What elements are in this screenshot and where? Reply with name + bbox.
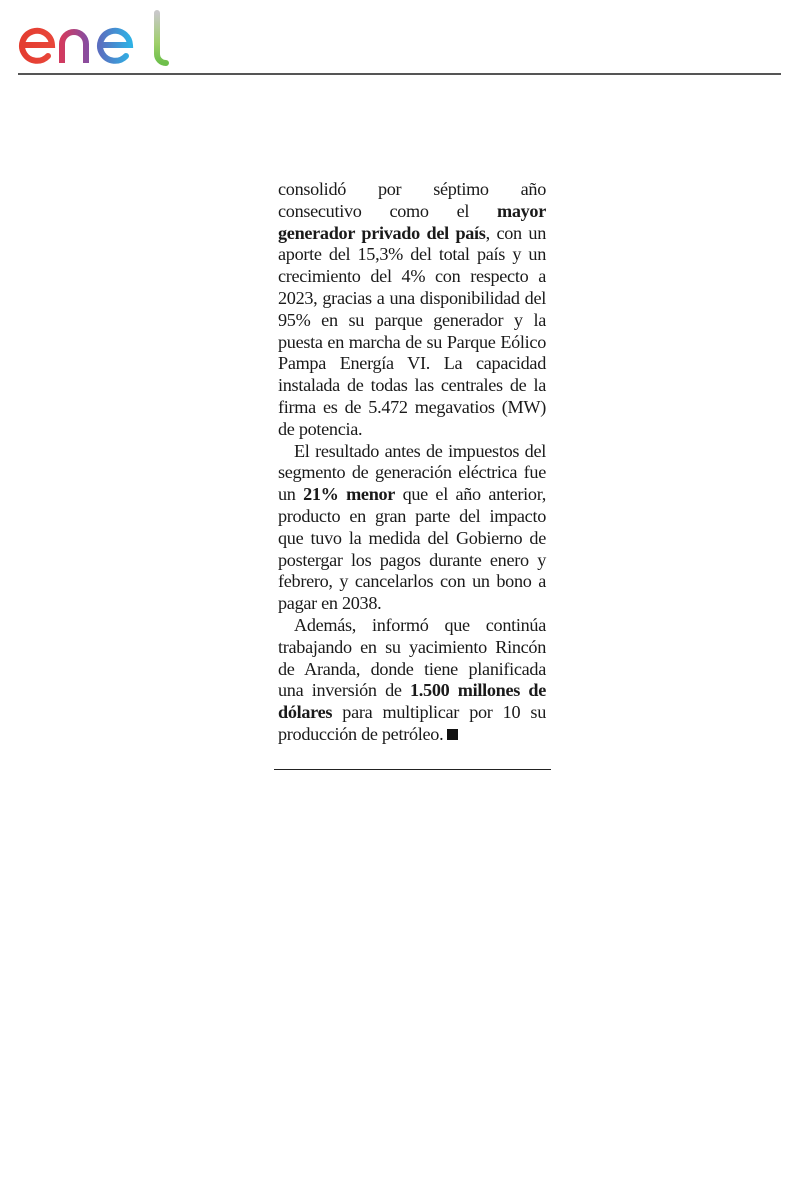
article-body: [278, 179, 546, 746]
enel-logo: [18, 8, 170, 68]
paragraph-3-bold: 1.500 millones de dólares: [278, 680, 546, 723]
paragraph-3: [278, 615, 546, 746]
paragraph-2-text-b: que el año anterior, producto en gran parte del impacto que tuvo la medida del Gobierno de postergar los pagos durante enero y febrero, y cancelarlos con un bono a pagar en 2038.: [278, 484, 546, 614]
header-divider: [18, 73, 781, 75]
paragraph-1-text-a: consolidó por séptimo año consecutivo como el: [278, 179, 546, 221]
paragraph-2-bold: 21% menor: [303, 484, 396, 505]
paragraph-3-text-b: para multiplicar por 10 su producción de petróleo.: [278, 702, 546, 744]
paragraph-3-text-a: Además, informó que continúa trabajando en su yacimiento Rincón de Aranda, donde tiene planificada una inversión de: [278, 614, 546, 701]
paragraph-2: [278, 441, 546, 615]
paragraph-1: [278, 179, 546, 441]
article-end-divider: [274, 769, 551, 770]
end-of-article-icon: [447, 729, 458, 740]
paragraph-2-text-a: El resultado antes de impuestos del segmento de generación eléctrica fue un: [278, 440, 546, 505]
paragraph-1-text-b: , con un aporte del 15,3% del total país y un crecimiento del 4% con respecto a 2023, gracias a una disponibilidad del 95% en su parque generador y la puesta en marcha de su Parque Eólico Pampa Energía VI. La capacidad instalada de todas las centrales de la firma es de 5.472 megavatios (MW) de potencia.: [278, 222, 546, 439]
paragraph-1-bold: mayor generador privado del país: [278, 200, 546, 243]
